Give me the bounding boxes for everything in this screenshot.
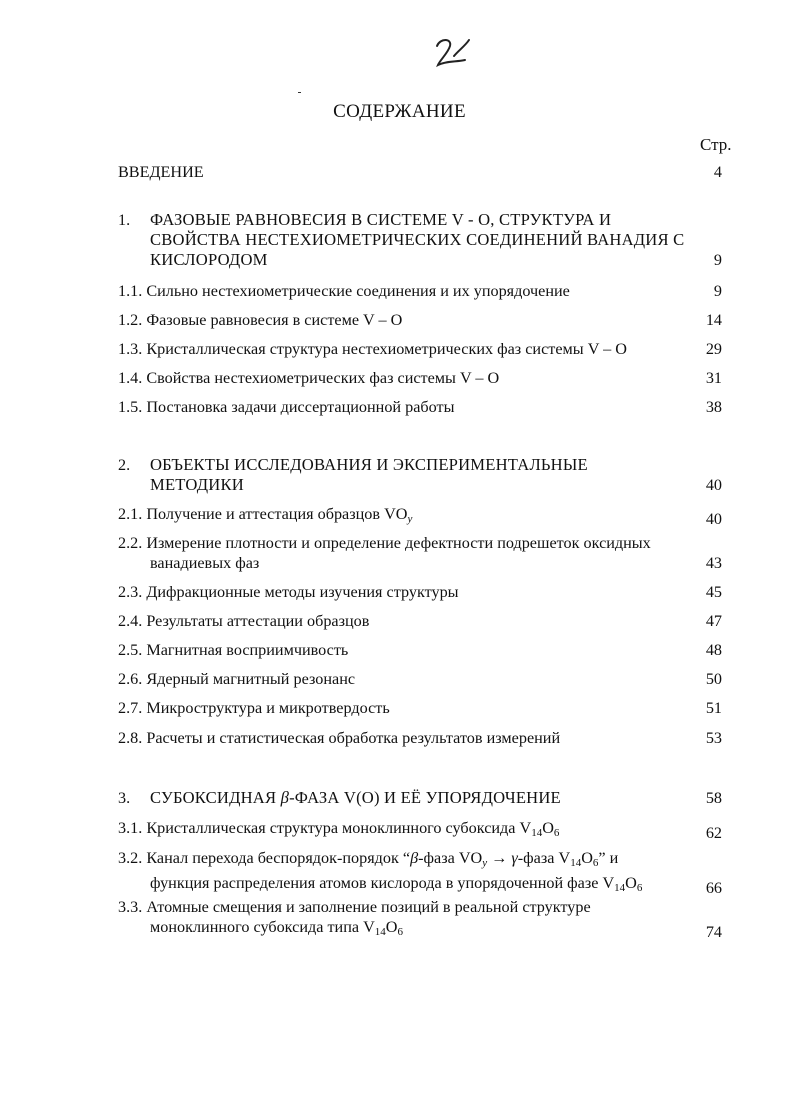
chapter-number: 3.: [118, 789, 131, 807]
toc-chapter-2[interactable]: [118, 455, 722, 495]
chapter-title-greek: β: [280, 788, 290, 807]
section-title: Результаты аттестации образцов: [146, 612, 370, 630]
section-page: 9: [713, 282, 722, 300]
section-page: 47: [705, 612, 722, 630]
chapter-page: 40: [705, 476, 722, 494]
toc-section-1-5[interactable]: [118, 397, 722, 417]
toc-section-2-3[interactable]: [118, 582, 722, 602]
chapter-page: 58: [705, 789, 722, 807]
section-number: 1.4.: [118, 369, 143, 387]
chapter-number: 2.: [118, 456, 131, 474]
section-number: 2.6.: [118, 670, 143, 688]
section-number: 1.3.: [118, 340, 143, 358]
section-page: 53: [705, 729, 722, 747]
section-page: 14: [705, 311, 722, 329]
section-page: 62: [705, 824, 722, 842]
section-number: 2.2.: [118, 534, 143, 552]
toc-section-3-2[interactable]: 3.2. Канал перехода беспорядок-порядок “β-фаза $VO_y$ → γ-фаза $V_{14}O_6$” и функция распределения атомов кислорода в упорядоченной фазе $V_{14}O_6$ 66: [118, 849, 722, 897]
section-page: 38: [705, 398, 722, 416]
scan-speck: [298, 92, 301, 93]
section-page: 43: [705, 554, 722, 572]
section-title-subscript: y: [407, 513, 413, 525]
section-number: 2.5.: [118, 641, 143, 659]
section-number: 3.2.: [118, 849, 143, 867]
toc-section-2-8[interactable]: [118, 728, 722, 748]
section-title: Магнитная восприимчивость: [146, 641, 349, 659]
toc-section-1-2[interactable]: [118, 310, 722, 330]
toc-section-3-3[interactable]: 3.3. Атомные смещения и заполнение позиций в реальной структуре моноклинного субоксида типа $V_{14}O_6$ 74: [118, 898, 722, 941]
handwritten-page-number: [432, 36, 472, 68]
toc-section-1-1[interactable]: [118, 281, 722, 301]
section-title: Свойства нестехиометрических фаз системы V – O: [146, 369, 500, 387]
toc-section-1-3[interactable]: [118, 339, 722, 359]
toc-chapter-1[interactable]: [118, 210, 722, 270]
section-page: 74: [705, 923, 722, 941]
section-title: Получение и аттестация образцов VO: [146, 505, 408, 523]
section-title: Кристаллическая структура моноклинного субоксида V: [146, 819, 532, 837]
page-title: СОДЕРЖАНИЕ: [333, 101, 466, 122]
section-number: 1.2.: [118, 311, 143, 329]
chapter-number: 1.: [118, 211, 131, 229]
section-title: Канал перехода беспорядок-порядок “: [146, 849, 411, 867]
chapter-title: ФАЗОВЫЕ РАВНОВЕСИЯ В СИСТЕМЕ V - O, СТРУКТУРА И СВОЙСТВА НЕСТЕХИОМЕТРИЧЕСКИХ СОЕДИНЕНИЙ ВАНАДИЯ С КИСЛОРОДОМ: [150, 210, 685, 269]
page-column-header: Стр.: [700, 135, 732, 154]
section-page: 29: [705, 340, 722, 358]
toc-section-3-1[interactable]: 3.1. Кристаллическая структура моноклинного субоксида $V_{14}O_6$ 62: [118, 819, 722, 842]
section-page: 48: [705, 641, 722, 659]
section-page: 51: [705, 699, 722, 717]
section-title: Дифракционные методы изучения структуры: [146, 583, 459, 601]
chapter-title-rest: -ФАЗА V(O) И ЕЁ УПОРЯДОЧЕНИЕ: [289, 788, 561, 807]
section-title-line2: моноклинного субоксида типа V: [150, 918, 375, 936]
section-number: 2.3.: [118, 583, 143, 601]
section-title-line2: функция распределения атомов кислорода в упорядоченной фазе V: [150, 874, 615, 892]
section-page: 31: [705, 369, 722, 387]
section-page: 66: [705, 879, 722, 897]
section-title: Атомные смещения и заполнение позиций в реальной структуре: [146, 898, 591, 916]
section-title: Постановка задачи диссертационной работы: [146, 398, 455, 416]
toc-section-2-6[interactable]: [118, 669, 722, 689]
toc-section-2-7[interactable]: [118, 698, 722, 718]
section-number: 1.1.: [118, 282, 143, 300]
chapter-title: ОБЪЕКТЫ ИССЛЕДОВАНИЯ И ЭКСПЕРИМЕНТАЛЬНЫЕ МЕТОДИКИ: [150, 455, 588, 494]
section-number: 2.1.: [118, 505, 143, 523]
section-number: 1.5.: [118, 398, 143, 416]
section-number: 2.4.: [118, 612, 143, 630]
section-title: Кристаллическая структура нестехиометрических фаз системы V – O: [146, 340, 627, 358]
section-number: 3.1.: [118, 819, 143, 837]
section-title: Микроструктура и микротвердость: [146, 699, 390, 717]
toc-section-2-1[interactable]: [118, 504, 722, 529]
section-title: Измерение плотности и определение дефектности подрешеток оксидных ванадиевых фаз: [146, 534, 651, 572]
section-title: Расчеты и статистическая обработка результатов измерений: [146, 729, 561, 747]
toc-intro-page: 4: [713, 163, 722, 181]
section-page: 45: [705, 583, 722, 601]
section-title: Сильно нестехиометрические соединения и их упорядочение: [146, 282, 570, 300]
toc-intro-label: ВВЕДЕНИЕ: [118, 163, 204, 181]
chapter-title: СУБОКСИДНАЯ: [150, 788, 281, 807]
toc-section-2-5[interactable]: [118, 640, 722, 660]
section-title: Ядерный магнитный резонанс: [146, 670, 356, 688]
section-number: 2.7.: [118, 699, 143, 717]
section-page: 50: [705, 670, 722, 688]
toc-section-2-2[interactable]: [118, 533, 722, 573]
toc-intro[interactable]: [118, 162, 722, 182]
toc-section-2-4[interactable]: [118, 611, 722, 631]
section-title: Фазовые равновесия в системе V – O: [146, 311, 403, 329]
section-number: 2.8.: [118, 729, 143, 747]
section-number: 3.3.: [118, 898, 143, 916]
toc-chapter-3[interactable]: [118, 788, 722, 808]
chapter-page: 9: [713, 251, 722, 269]
section-page: 40: [705, 510, 722, 528]
toc-section-1-4[interactable]: [118, 368, 722, 388]
